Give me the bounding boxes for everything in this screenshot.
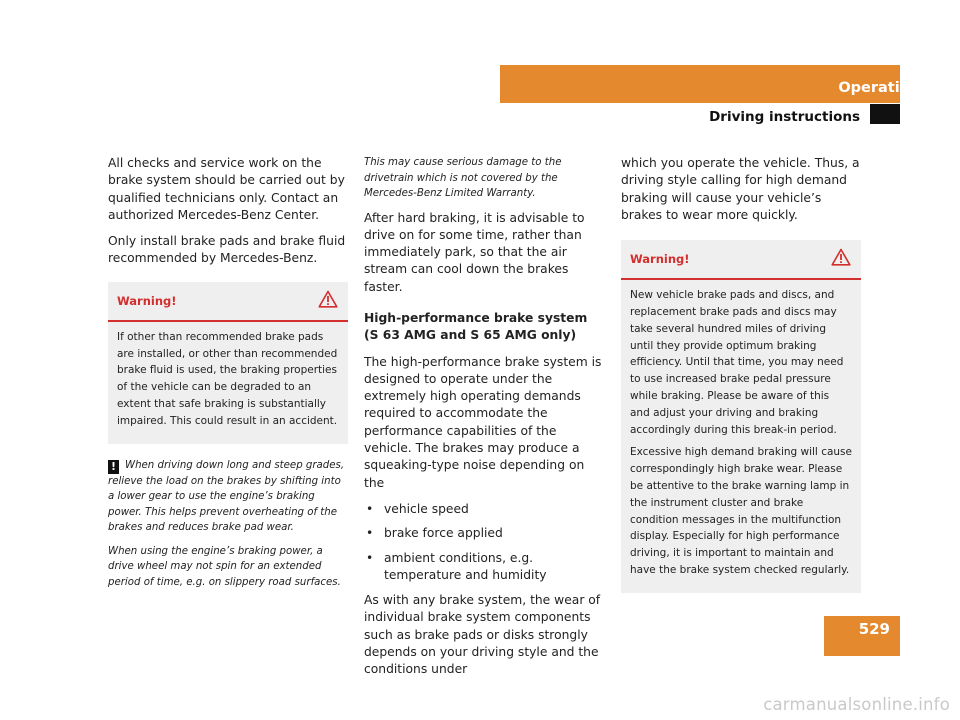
warning-header [108,282,348,322]
paragraph: After hard braking, it is advisable to drive on for some time, rather than immediately park, so that the air stream can cool down the brakes faster. [364,210,585,294]
section-title: Operation [838,80,920,96]
heading-line: High-performance brake system [364,310,588,325]
watermark: carmanualsonline.info [763,695,950,714]
paragraph: which you operate the vehicle. Thus, a driving style calling for high demand braking will cause your vehicle’s brakes to wear more quickly. [621,156,860,222]
column-1 [108,155,348,598]
header-marker [870,104,900,124]
section-heading [364,310,606,345]
paragraph: All checks and service work on the brake system should be carried out by qualified technicians only. Contact an authorized Mercedes-Benz Center. [108,156,345,222]
note: This may cause serious damage to the drivetrain which is not covered by the Mercedes-Benz Limited Warranty. [364,157,562,199]
column-2 [364,155,606,688]
note: When using the engine’s braking power, a drive wheel may not spin for an extended period of time, e.g. on slippery road surfaces. [108,545,341,588]
list-item: • brake force applied [366,526,503,541]
warning-header [621,240,861,280]
exclamation-note-icon: ! [108,460,119,474]
note-text: When driving down long and steep grades, relieve the load on the brakes by shifting into a lower gear to use the engine’s braking power. This helps prevent overheating of the brakes and reduces brake pad wear. [108,459,345,534]
warning-title: Warning! [117,293,177,308]
heading-line: (S 63 AMG and S 65 AMG only) [364,328,577,343]
warning-box [108,282,348,444]
paragraph: The high-performance brake system is designed to operate under the extremely high operating demands required to accommodate the performance capabilities of the vehicle. The brakes may produce a squeaking-type noise depending on the [364,354,602,490]
warning-title: Warning! [630,252,690,267]
column-3 [621,155,861,607]
list-item: • ambient conditions, e.g. temperature and humidity [366,550,547,582]
paragraph: As with any brake system, the wear of individual brake system components such as brake pads or disks strongly depends on your driving style and the conditions under [364,593,601,677]
list-item-text: brake force applied [384,526,503,541]
note [108,458,348,536]
bullet-list [364,501,606,584]
warning-triangle-icon [318,290,338,312]
warning-box [621,240,861,593]
list-item-text: ambient conditions, e.g. temperature and humidity [384,550,547,582]
warning-text: If other than recommended brake pads are installed, or other than recommended brake fluid is used, the braking properties of the vehicle can be degraded to an extent that safe braking is substantially impaired. This could result in an accident. [117,330,338,427]
warning-triangle-icon [831,248,851,270]
warning-text: New vehicle brake pads and discs, and replacement brake pads and discs may take several hundred miles of driving until they provide optimum braking efficiency. Until that time, you may need to use increased brake pedal pressure while braking. Please be aware of this and adjust your driving and braking accordingly during this break-in period. [630,289,844,436]
warning-text: Excessive high demand braking will cause correspondingly high brake wear. Please be attentive to the brake warning lamp in the instrument cluster and brake condition messages in the multifunction display. Especially for high performance driving, it is important to maintain and have the brake system checked regularly. [630,446,852,576]
paragraph: Only install brake pads and brake fluid recommended by Mercedes-Benz. [108,234,346,266]
list-item-text: vehicle speed [384,501,469,516]
subsection-title: Driving instructions [709,109,860,125]
list-item: • vehicle speed [366,501,469,516]
page-number: 529 [858,620,890,638]
page-number-box [824,616,900,656]
